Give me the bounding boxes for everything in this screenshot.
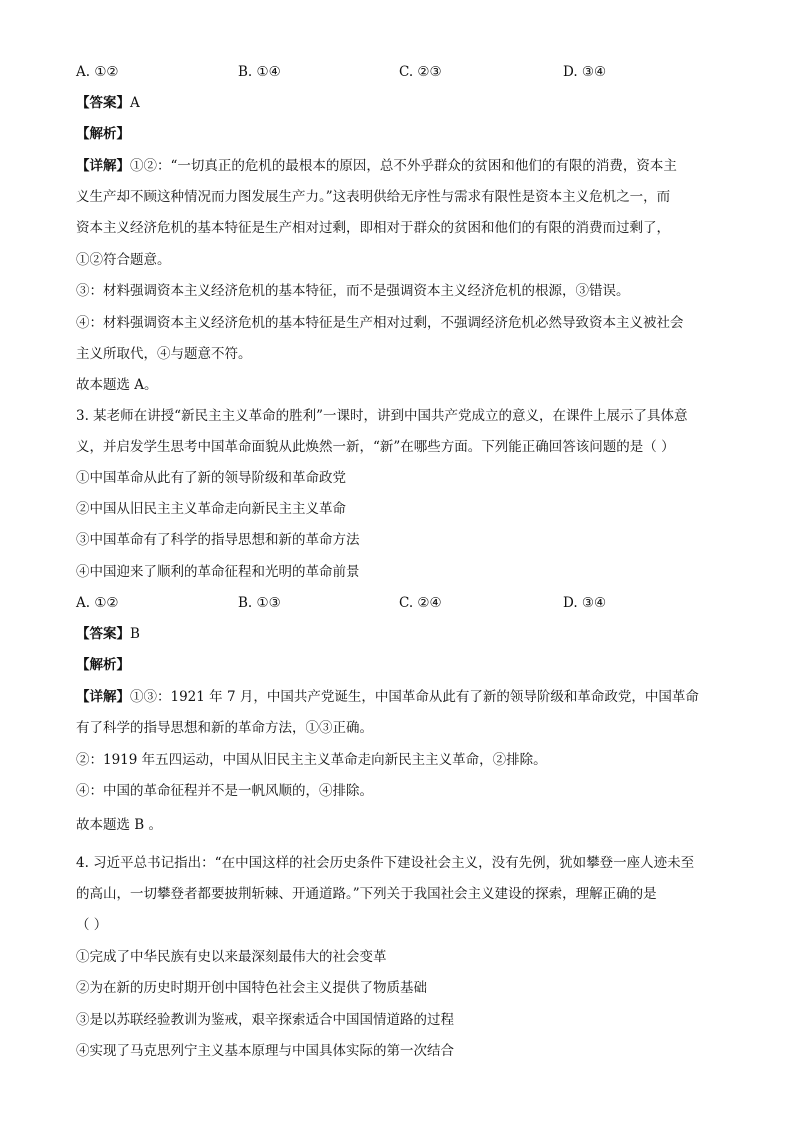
q4-stem-line: 的高山，一切攀登者都要披荆斩棘、开通道路。”下列关于我国社会主义建设的探索，理解正确的是 xyxy=(76,886,657,902)
q3-option-d: D. ③④ xyxy=(563,595,607,611)
q4-item: ③是以苏联经验教训为鉴戒，艰辛探索适合中国国情道路的过程 xyxy=(76,1012,454,1028)
q3-options xyxy=(76,593,726,613)
q2-detail-line: 主义所取代，④与题意不符。 xyxy=(76,346,252,362)
q2-option-a: A. ①② xyxy=(76,64,119,80)
q2-option-b: B. ①④ xyxy=(238,64,281,80)
q3-answer xyxy=(76,624,726,644)
detail-text: ①②：“一切真正的危机的最根本的原因，总不外乎群众的贫困和他们的有限的消费，资本主 xyxy=(130,158,677,174)
q2-detail-line: 义生产却不顾这种情况而力图发展生产力。”这表明供给无序性与需求有限性是资本主义危机之一，而 xyxy=(76,189,671,205)
q2-detail-line: ①②符合题意。 xyxy=(76,252,171,268)
q2-answer xyxy=(76,93,726,113)
q3-detail-line xyxy=(76,687,726,707)
q3-stem-line: 3. 某老师在讲授“新民主主义革命的胜利”一课时，讲到中国共产党成立的意义，在课件上展示了具体意 xyxy=(76,408,688,424)
detail-tag: 【详解】 xyxy=(76,689,130,705)
detail-tag: 【详解】 xyxy=(76,158,130,174)
q4-stem-line: （ ） xyxy=(76,917,108,933)
detail-text: ①③：1921 年 7 月，中国共产党诞生，中国革命从此有了新的领导阶级和革命政党，中国革命 xyxy=(130,689,699,705)
q3-stem-line: 义，并启发学生思考中国革命面貌从此焕然一新，“新”在哪些方面。下列能正确回答该问题的是（ ） xyxy=(76,439,675,455)
q3-option-b: B. ①③ xyxy=(238,595,281,611)
q4-stem-line: 4. 习近平总书记指出：“在中国这样的社会历史条件下建设社会主义，没有先例，犹如攀登一座人迹未至 xyxy=(76,855,695,871)
q3-item: ③中国革命有了科学的指导思想和新的革命方法 xyxy=(76,532,360,548)
q2-conclusion: 故本题选 A。 xyxy=(76,377,158,393)
q2-options xyxy=(76,62,726,82)
q4-item: ②为在新的历史时期开创中国特色社会主义提供了物质基础 xyxy=(76,980,427,996)
q2-option-d: D. ③④ xyxy=(563,64,607,80)
q3-item: ④中国迎来了顺利的革命征程和光明的革命前景 xyxy=(76,564,360,580)
answer-tag: 【答案】 xyxy=(76,626,130,642)
q4-item: ①完成了中华民族有史以来最深刻最伟大的社会变革 xyxy=(76,949,387,965)
q3-option-c: C. ②④ xyxy=(399,595,442,611)
q3-analysis-tag: 【解析】 xyxy=(76,657,130,673)
answer-value: A xyxy=(130,95,140,111)
q2-detail-line: 资本主义经济危机的基本特征是生产相对过剩，即相对于群众的贫困和他们的有限的消费而过剩了， xyxy=(76,220,670,236)
q3-detail-line: 有了科学的指导思想和新的革命方法，①③正确。 xyxy=(76,720,373,736)
answer-tag: 【答案】 xyxy=(76,95,130,111)
q3-option-a: A. ①② xyxy=(76,595,119,611)
q2-detail-line xyxy=(76,156,726,176)
q2-detail-line: ④：材料强调资本主义经济危机的基本特征是生产相对过剩，不强调经济危机必然导致资本主义被社会 xyxy=(76,315,684,331)
q2-option-c: C. ②③ xyxy=(399,64,442,80)
q3-detail-line: ④：中国的革命征程并不是一帆风顺的，④排除。 xyxy=(76,783,373,799)
answer-value: B xyxy=(130,626,140,642)
q3-item: ②中国从旧民主主义革命走向新民主主义革命 xyxy=(76,501,346,517)
q2-detail-line: ③：材料强调资本主义经济危机的基本特征，而不是强调资本主义经济危机的根源，③错误。 xyxy=(76,283,630,299)
q3-conclusion: 故本题选 B 。 xyxy=(76,817,163,833)
q4-item: ④实现了马克思列宁主义基本原理与中国具体实际的第一次结合 xyxy=(76,1043,454,1059)
q3-item: ①中国革命从此有了新的领导阶级和革命政党 xyxy=(76,470,346,486)
q3-detail-line: ②：1919 年五四运动，中国从旧民主主义革命走向新民主主义革命，②排除。 xyxy=(76,752,547,768)
q2-analysis-tag: 【解析】 xyxy=(76,126,130,142)
